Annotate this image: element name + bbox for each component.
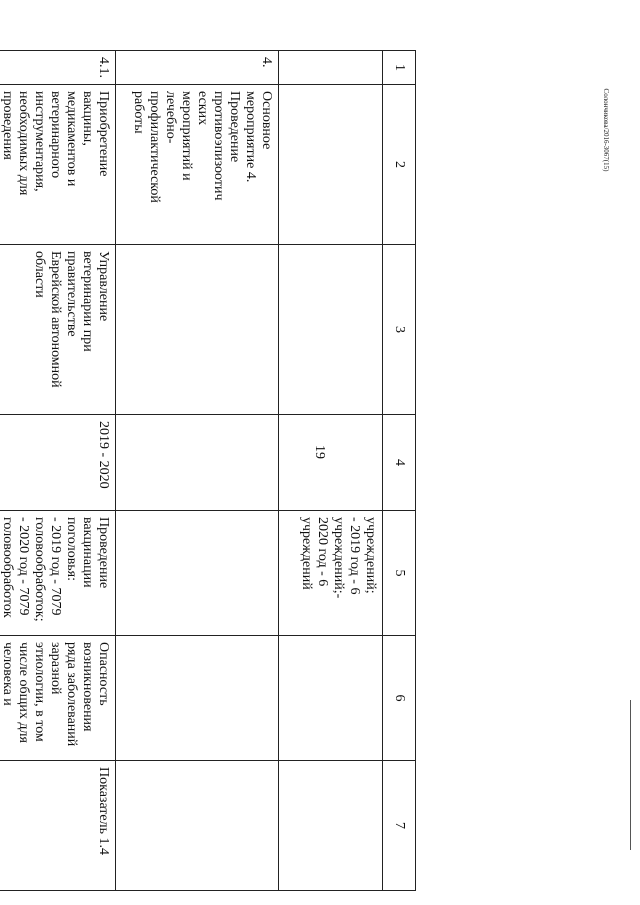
cell-period [279, 415, 383, 511]
cell-risk [116, 636, 279, 761]
header-col-3: 3 [383, 245, 416, 415]
cell-result: Проведение вакцинации поголовья: - 2019 год - 7079 головообработок; - 2020 год - 7079 головообработок [0, 511, 116, 636]
cell-executor [116, 245, 279, 415]
header-col-4: 4 [383, 415, 416, 511]
cell-executor: Управление ветеринарии при правительстве Еврейской автономной области [0, 245, 116, 415]
cell-measure: Основное мероприятие 4. Проведение противоэпизоотич еских мероприятий и лечебно- профилактической работы [116, 85, 279, 245]
cell-result: учреждений; - 2019 год - 6 учреждений;- 2020 год - 6 учреждений [279, 511, 383, 636]
table-header-row [383, 51, 416, 891]
cell-measure [279, 85, 383, 245]
cell-indicator [116, 761, 279, 891]
header-col-1: 1 [383, 51, 416, 85]
header-col-2: 2 [383, 85, 416, 245]
table-row-4-1 [0, 51, 116, 891]
table-row-4 [116, 51, 279, 891]
cell-period: 2019 - 2020 [0, 415, 116, 511]
cell-executor [279, 245, 383, 415]
cell-indicator: Показатель 1.4 [0, 761, 116, 891]
cell-measure: Приобретение вакцины, медикаментов и ветеринарного инструментария, необходимых для проведения [0, 85, 116, 245]
cell-risk [279, 636, 383, 761]
page-number: 19 [312, 445, 327, 459]
cell-result [116, 511, 279, 636]
measures-table-rotated [0, 50, 416, 890]
cell-number [279, 51, 383, 85]
cell-period [116, 415, 279, 511]
cell-indicator [279, 761, 383, 891]
header-col-6: 6 [383, 636, 416, 761]
document-footer-code: Солончикова/2016-3067(15) [602, 88, 610, 172]
scan-edge-line [630, 700, 631, 850]
table-row-continued [279, 51, 383, 891]
cell-number: 4.1. [0, 51, 116, 85]
measures-table [0, 50, 416, 891]
header-col-5: 5 [383, 511, 416, 636]
cell-number: 4. [116, 51, 279, 85]
cell-risk: Опасность возникновения ряда заболеваний заразной этиологии, в том числе общих для человека и [0, 636, 116, 761]
header-col-7: 7 [383, 761, 416, 891]
